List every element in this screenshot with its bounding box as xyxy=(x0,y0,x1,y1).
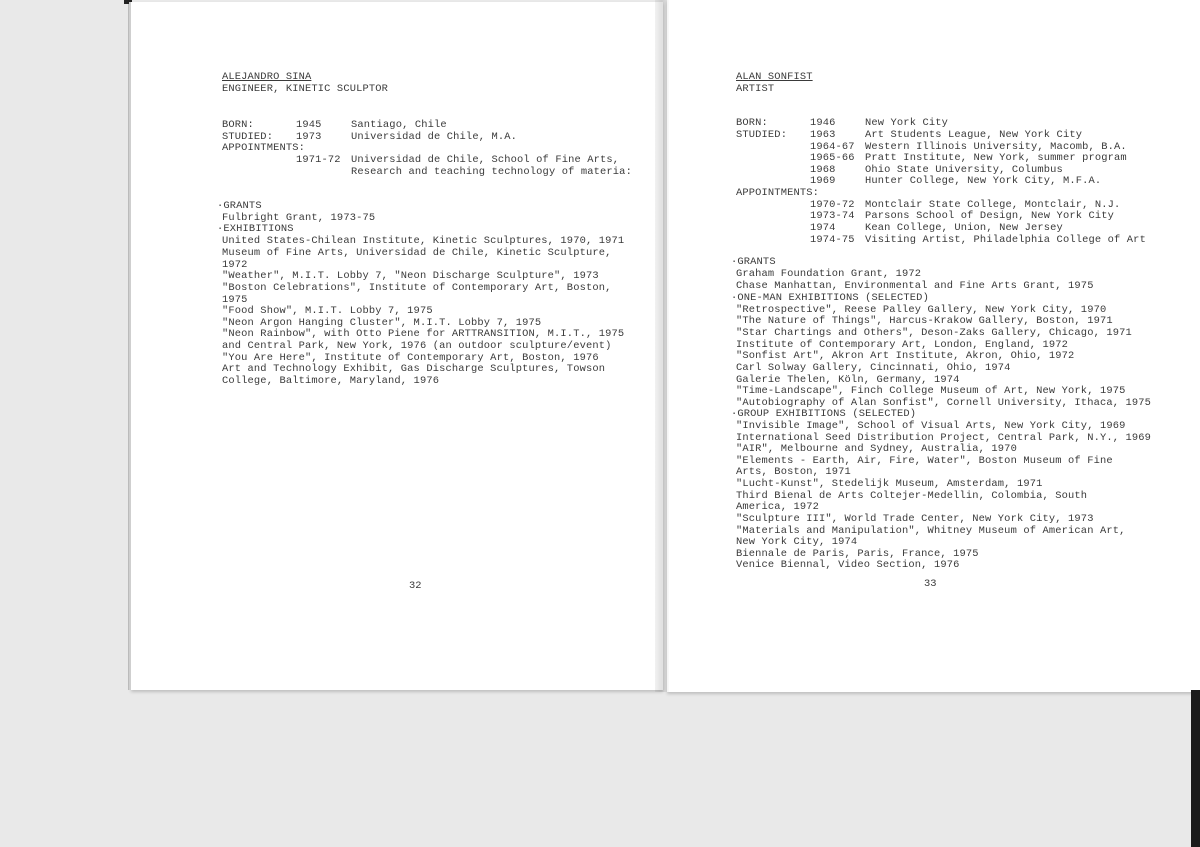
studied-year: 1964-67 xyxy=(810,141,855,153)
exhibition-item: Carl Solway Gallery, Cincinnati, Ohio, 1974 xyxy=(736,362,1011,374)
studied-year: 1963 xyxy=(810,129,836,141)
appointment-year: 1971-72 xyxy=(296,154,341,166)
studied-place: Western Illinois University, Macomb, B.A. xyxy=(865,141,1127,153)
appointment-line: Kean College, Union, New Jersey xyxy=(865,222,1063,234)
studied-year: 1973 xyxy=(296,131,322,143)
born-label: BORN: xyxy=(222,119,254,131)
exhibition-item: "Elements - Earth, Air, Fire, Water", Boston Museum of Fine xyxy=(736,455,1113,467)
scan-edge xyxy=(1191,690,1200,847)
exhibition-item: International Seed Distribution Project, Central Park, N.Y., 1969 xyxy=(736,432,1152,444)
exhibition-item: "Boston Celebrations", Institute of Contemporary Art, Boston, xyxy=(222,282,612,294)
appointment-year: 1974 xyxy=(810,222,836,234)
exhibition-item: Institute of Contemporary Art, London, England, 1972 xyxy=(736,339,1069,351)
exhibition-item: America, 1972 xyxy=(736,501,820,513)
page-number: 32 xyxy=(409,580,422,592)
studied-year: 1969 xyxy=(810,175,836,187)
studied-place: Art Students League, New York City xyxy=(865,129,1083,141)
studied-place: Universidad de Chile, M.A. xyxy=(351,131,518,143)
exhibition-item: "Retrospective", Reese Palley Gallery, New York City, 1970 xyxy=(736,304,1107,316)
studied-place: Hunter College, New York City, M.F.A. xyxy=(865,175,1102,187)
exhibition-item: New York City, 1974 xyxy=(736,536,858,548)
exhibition-item: Museum of Fine Arts, Universidad de Chile, Kinetic Sculpture, xyxy=(222,247,612,259)
born-place: Santiago, Chile xyxy=(351,119,447,131)
appointment-line: Universidad de Chile, School of Fine Arts, xyxy=(351,154,620,166)
studied-year: 1965-66 xyxy=(810,152,855,164)
studied-place: Ohio State University, Columbus xyxy=(865,164,1063,176)
exhibitions-heading: ·EXHIBITIONS xyxy=(217,223,294,235)
exhibition-item: "Autobiography of Alan Sonfist", Cornell University, Ithaca, 1975 xyxy=(736,397,1152,409)
appointment-line: Montclair State College, Montclair, N.J. xyxy=(865,199,1121,211)
exhibition-item: Venice Biennal, Video Section, 1976 xyxy=(736,559,960,571)
born-year: 1946 xyxy=(810,117,836,129)
exhibition-item: "Sonfist Art", Akron Art Institute, Akron, Ohio, 1972 xyxy=(736,350,1075,362)
exhibition-item: "Time-Landscape", Finch College Museum of Art, New York, 1975 xyxy=(736,385,1126,397)
appointments-label: APPOINTMENTS: xyxy=(222,142,306,154)
exhibition-item: "Materials and Manipulation", Whitney Museum of American Art, xyxy=(736,525,1126,537)
exhibition-item: United States-Chilean Institute, Kinetic Sculptures, 1970, 1971 xyxy=(222,235,625,247)
exhibition-item: "Star Chartings and Others", Deson-Zaks Gallery, Chicago, 1971 xyxy=(736,327,1132,339)
oneman-heading: ·ONE-MAN EXHIBITIONS (SELECTED) xyxy=(731,292,929,304)
page-number: 33 xyxy=(924,578,937,590)
exhibition-item: Galerie Thelen, Köln, Germany, 1974 xyxy=(736,374,960,386)
exhibition-item: "Sculpture III", World Trade Center, New York City, 1973 xyxy=(736,513,1094,525)
artist-name: ALAN SONFIST xyxy=(736,71,813,83)
exhibition-item: 1972 xyxy=(222,259,248,271)
appointment-line: Parsons School of Design, New York City xyxy=(865,210,1115,222)
exhibition-item: "Food Show", M.I.T. Lobby 7, 1975 xyxy=(222,305,433,317)
exhibition-item: "You Are Here", Institute of Contemporary Art, Boston, 1976 xyxy=(222,352,599,364)
exhibition-item: "Weather", M.I.T. Lobby 7, "Neon Discharge Sculpture", 1973 xyxy=(222,270,599,282)
exhibition-item: "Neon Argon Hanging Cluster", M.I.T. Lobby 7, 1975 xyxy=(222,317,542,329)
artist-role: ARTIST xyxy=(736,83,775,95)
grant-item: Fulbright Grant, 1973-75 xyxy=(222,212,376,224)
exhibition-item: "AIR", Melbourne and Sydney, Australia, 1970 xyxy=(736,443,1017,455)
artist-name: ALEJANDRO SINA xyxy=(222,71,312,83)
gutter-shadow xyxy=(655,0,669,692)
studied-label: STUDIED: xyxy=(222,131,274,143)
appointment-year: 1970-72 xyxy=(810,199,855,211)
appointment-year: 1974-75 xyxy=(810,234,855,246)
born-place: New York City xyxy=(865,117,949,129)
right-page xyxy=(667,0,1200,692)
group-heading: ·GROUP EXHIBITIONS (SELECTED) xyxy=(731,408,917,420)
appointment-line: Visiting Artist, Philadelphia College of Art xyxy=(865,234,1146,246)
exhibition-item: 1975 xyxy=(222,294,248,306)
appointment-line: Research and teaching technology of materia: xyxy=(351,166,632,178)
exhibition-item: Third Bienal de Arts Coltejer-Medellin, Colombia, South xyxy=(736,490,1088,502)
grant-item: Graham Foundation Grant, 1972 xyxy=(736,268,922,280)
artist-role: ENGINEER, KINETIC SCULPTOR xyxy=(222,83,389,95)
exhibition-item: "Invisible Image", School of Visual Arts, New York City, 1969 xyxy=(736,420,1126,432)
studied-place: Pratt Institute, New York, summer program xyxy=(865,152,1127,164)
exhibition-item: Art and Technology Exhibit, Gas Discharge Sculptures, Towson xyxy=(222,363,606,375)
studied-year: 1968 xyxy=(810,164,836,176)
exhibition-item: College, Baltimore, Maryland, 1976 xyxy=(222,375,440,387)
left-page xyxy=(131,2,663,690)
exhibition-item: and Central Park, New York, 1976 (an outdoor sculpture/event) xyxy=(222,340,612,352)
grants-heading: ·GRANTS xyxy=(731,256,776,268)
exhibition-item: "Neon Rainbow", with Otto Piene for ARTTRANSITION, M.I.T., 1975 xyxy=(222,328,625,340)
exhibition-item: Arts, Boston, 1971 xyxy=(736,466,851,478)
born-label: BORN: xyxy=(736,117,768,129)
appointment-year: 1973-74 xyxy=(810,210,855,222)
born-year: 1945 xyxy=(296,119,322,131)
grant-item: Chase Manhattan, Environmental and Fine Arts Grant, 1975 xyxy=(736,280,1094,292)
exhibition-item: "Lucht-Kunst", Stedelijk Museum, Amsterdam, 1971 xyxy=(736,478,1043,490)
studied-label: STUDIED: xyxy=(736,129,788,141)
exhibition-item: "The Nature of Things", Harcus-Krakow Gallery, Boston, 1971 xyxy=(736,315,1113,327)
exhibition-item: Biennale de Paris, Paris, France, 1975 xyxy=(736,548,979,560)
appointments-label: APPOINTMENTS: xyxy=(736,187,820,199)
grants-heading: ·GRANTS xyxy=(217,200,262,212)
